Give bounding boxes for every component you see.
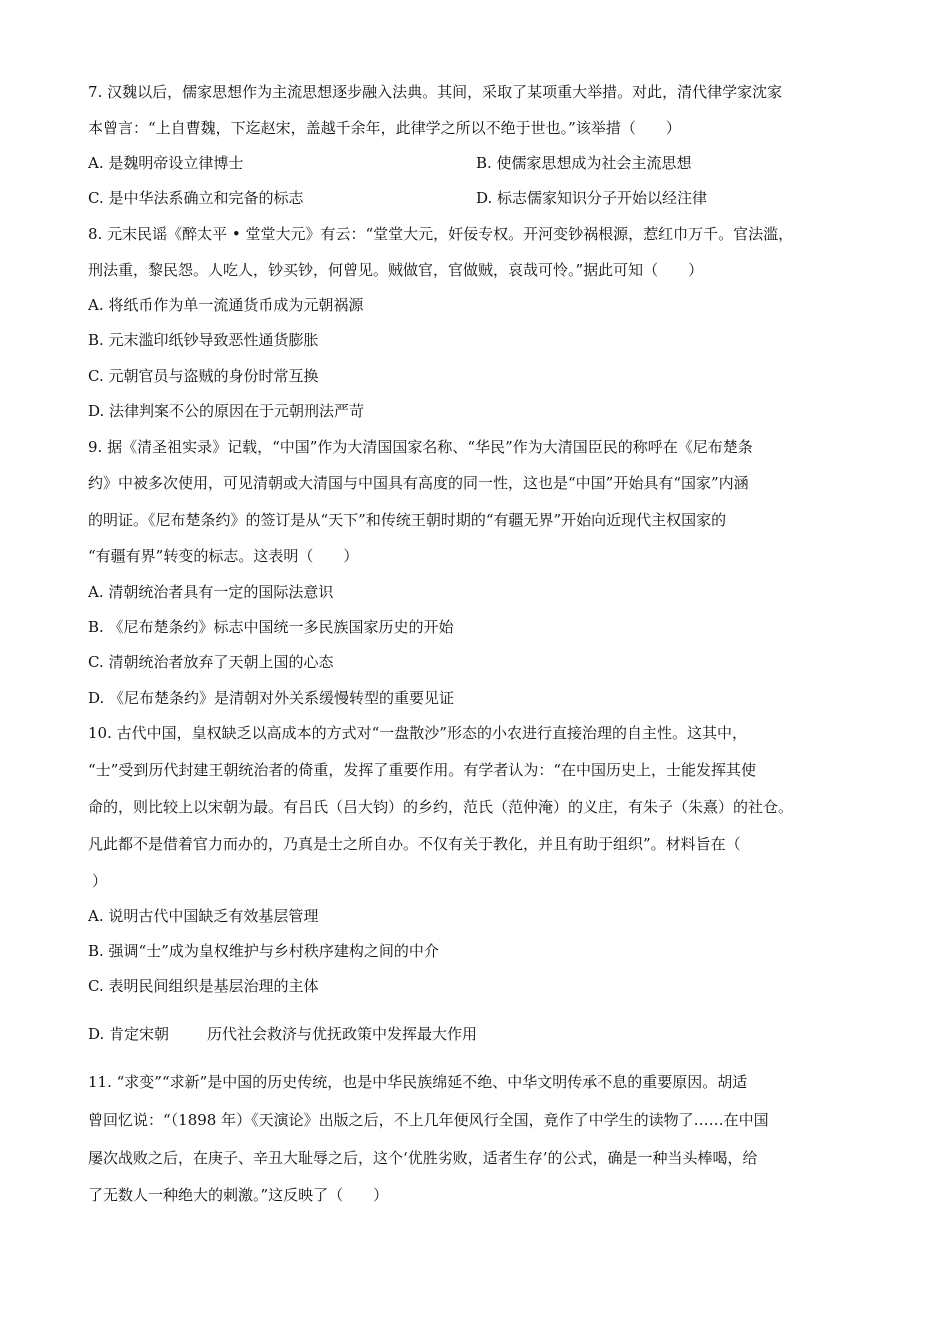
q10-option-d-part2: 历代社会救济与优抚政策中发挥最大作用 [207, 1025, 478, 1043]
q9-option-c: C. 清朝统治者放弃了天朝上国的心态 [88, 653, 334, 671]
q7-option-b: B. 使儒家思想成为社会主流思想 [476, 154, 692, 172]
q11-stem-line3: 屡次战败之后，在庚子、辛丑大耻辱之后，这个‘优胜劣败，适者生存’的公式，确是一种当头棒喝，给 [88, 1149, 758, 1167]
q8-stem-line2: 刑法重，黎民怨。人吃人，钞买钞，何曾见。贼做官，官做贼，哀哉可怜。”据此可知（ ） [88, 261, 704, 279]
q9-stem-line3: 的明证。《尼布楚条约》的签订是从“天下”和传统王朝时期的“有疆无界”开始向近现代主权国家的 [88, 511, 727, 529]
q9-stem-line1: 9. 据《清圣祖实录》记载，“中国”作为大清国国家名称、“华民”作为大清国臣民的称呼在《尼布楚条 [88, 438, 753, 456]
q11-stem-line1: 11. “求变”“求新”是中国的历史传统，也是中华民族绵延不绝、中华文明传承不息的重要原因。胡适 [88, 1073, 748, 1091]
q10-stem-line2: “士”受到历代封建王朝统治者的倚重，发挥了重要作用。有学者认为：“在中国历史上，士能发挥其使 [88, 761, 757, 779]
q10-stem-line4: 凡此都不是借着官力而办的，乃真是士之所自办。不仅有关于教化，并且有助于组织”。材料旨在（ [88, 835, 741, 853]
q7-option-d: D. 标志儒家知识分子开始以经注律 [476, 189, 708, 207]
q9-stem-line2: 约》中被多次使用，可见清朝或大清国与中国具有高度的同一性，这也是“中国”开始具有“国家”内涵 [88, 474, 749, 492]
q8-stem-line1: 8. 元末民谣《醉太平 • 堂堂大元》有云：“堂堂大元，奸佞专权。开河变钞祸根源，惹红巾万千。官法滥， [88, 225, 794, 243]
q10-option-d [88, 1024, 477, 1044]
q9-option-a: A. 清朝统治者具有一定的国际法意识 [88, 583, 334, 601]
q9-stem-line4: “有疆有界”转变的标志。这表明（ ） [88, 547, 359, 565]
q8-option-c: C. 元朝官员与盗贼的身份时常互换 [88, 367, 319, 385]
q9-option-b: B. 《尼布楚条约》标志中国统一多民族国家历史的开始 [88, 618, 454, 636]
q10-stem-line1: 10. 古代中国，皇权缺乏以高成本的方式对“一盘散沙”形态的小农进行直接治理的自主性。这其中， [88, 724, 747, 742]
q8-option-b: B. 元末滥印纸钞导致恶性通货膨胀 [88, 331, 319, 349]
q7-option-a: A. 是魏明帝设立律博士 [88, 154, 244, 172]
q7-stem-line1: 7. 汉魏以后，儒家思想作为主流思想逐步融入法典。其间，采取了某项重大举措。对此，清代律学家沈家 [88, 83, 783, 101]
q10-option-d-part1: D. 肯定宋朝 [88, 1025, 170, 1043]
q8-option-d: D. 法律判案不公的原因在于元朝刑法严苛 [88, 402, 365, 420]
q11-stem-line4: 了无数人一种绝大的刺激。”这反映了（ ） [88, 1186, 389, 1204]
q10-stem-line5: ） [92, 872, 108, 890]
q11-stem-line2: 曾回忆说：“（1898 年）《天演论》出版之后，不上几年便风行全国，竟作了中学生的读物了……在中国 [88, 1111, 769, 1129]
q9-option-d: D. 《尼布楚条约》是清朝对外关系缓慢转型的重要见证 [88, 689, 455, 707]
q10-option-b: B. 强调“士”成为皇权维护与乡村秩序建构之间的中介 [88, 942, 439, 960]
q7-stem-line2: 本曾言：“上自曹魏，下迄赵宋，盖越千余年，此律学之所以不绝于世也。”该举措（ ） [88, 119, 681, 137]
q10-option-c: C. 表明民间组织是基层治理的主体 [88, 977, 319, 995]
q10-stem-line3: 命的，则比较上以宋朝为最。有吕氏（吕大钧）的乡约，范氏（范仲淹）的义庄，有朱子（朱熹）的社仓。 [88, 798, 794, 816]
q7-option-c: C. 是中华法系确立和完备的标志 [88, 189, 304, 207]
q8-option-a: A. 将纸币作为单一流通货币成为元朝祸源 [88, 296, 364, 314]
q10-option-a: A. 说明古代中国缺乏有效基层管理 [88, 907, 319, 925]
